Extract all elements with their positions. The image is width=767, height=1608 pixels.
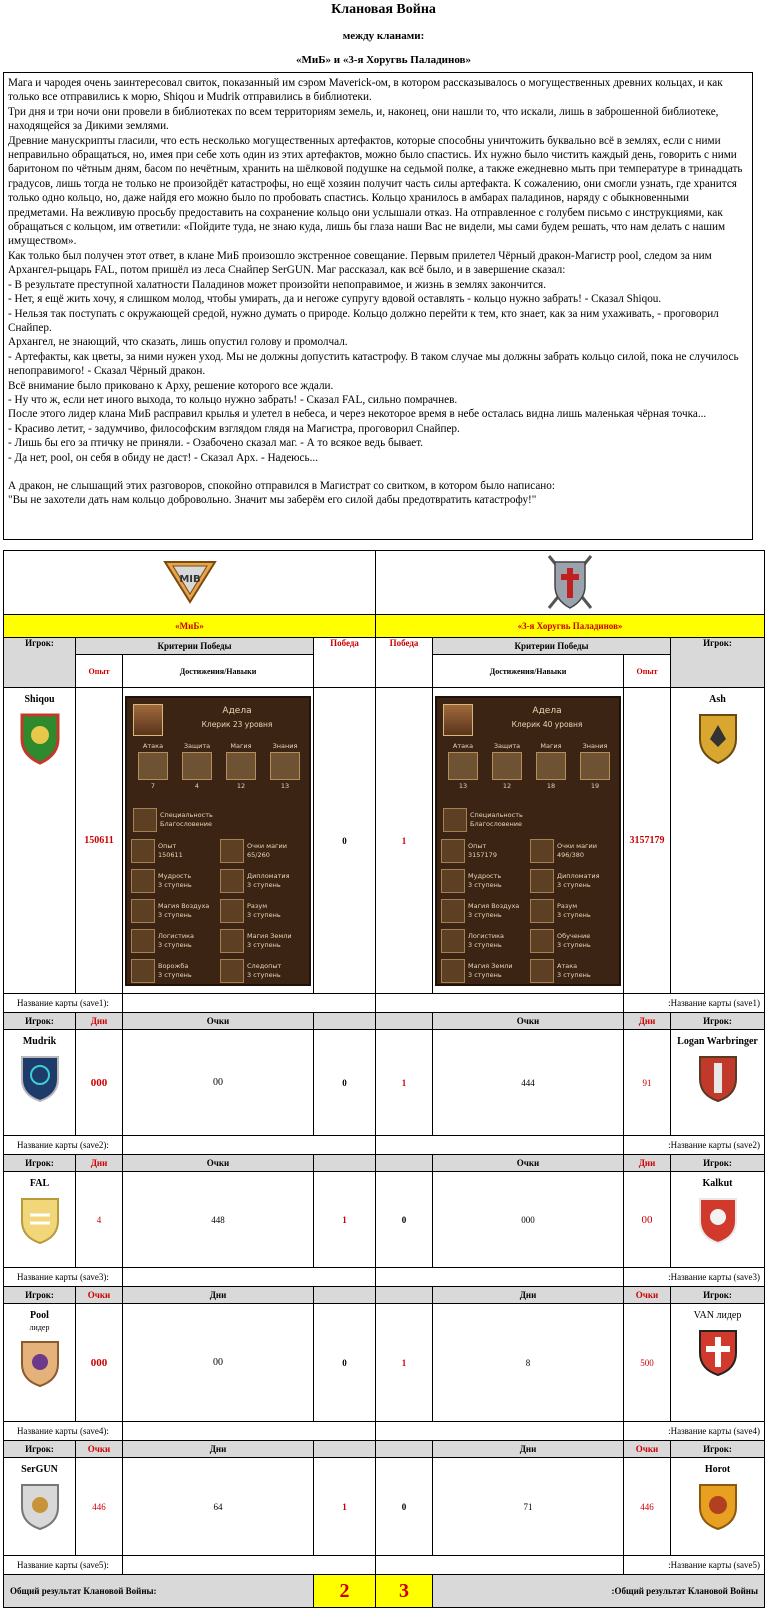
paladins-logo-cell — [376, 551, 765, 615]
total-score-left: 2 — [314, 1575, 376, 1608]
map-name-label: Название карты (save4): — [4, 1422, 123, 1441]
specialty-value: Благословение — [470, 819, 522, 828]
primary-skill-icon — [580, 752, 610, 780]
mana-stat — [220, 838, 309, 864]
victory-value: 1 — [376, 1304, 433, 1422]
stat-value: 65/260 — [247, 850, 270, 859]
page-title: Клановая Война — [331, 2, 436, 17]
secondary-skill — [131, 898, 220, 924]
yellow-shield-icon — [18, 1195, 62, 1245]
primary-skill-value: 12 — [236, 781, 246, 790]
primary-skill-value: 18 — [546, 781, 556, 790]
primary-skill-label: Защита — [183, 741, 211, 750]
hero-name: Адела — [532, 705, 562, 716]
hero-portrait — [133, 704, 163, 736]
victory-value: 0 — [376, 1458, 433, 1556]
secondary-skill — [441, 868, 530, 894]
primary-skill — [177, 742, 217, 790]
specialty-label: Специальность — [160, 810, 213, 819]
player-name: Logan Warbringer — [677, 1036, 758, 1047]
player-cell-pool — [4, 1304, 76, 1422]
skill-name: Магия Земли — [468, 961, 513, 970]
player-header: Игрок: — [4, 1155, 76, 1172]
warrior-crest-icon — [696, 1481, 740, 1531]
specialty-icon — [443, 808, 467, 832]
hero-portrait — [443, 704, 473, 736]
skill-name: Ворожба — [158, 961, 189, 970]
secondary-skill — [220, 868, 309, 894]
hero-class: Клерик 40 уровня — [511, 719, 583, 729]
player-name: Shiqou — [24, 694, 55, 705]
total-label-right: :Общий результат Клановой Войны — [433, 1575, 765, 1608]
skill-level: 3 ступень — [468, 970, 502, 979]
page-subtitle: между кланами: — [342, 30, 425, 42]
skill-icon — [441, 929, 465, 953]
secondary-skill — [220, 928, 309, 954]
story-paragraph: Как только был получен этот ответ, в клане МиБ произошло экстренное совещание. Первым прилетел Чёрный дракон-Магистр pool, следом за ним Архангел-рыцарь FAL, потом пришёл из леса Снайпер SerGUN. Маг рассказал, как всё было, и в завершение сказал: — [8, 249, 712, 277]
primary-skill — [265, 742, 305, 790]
player-cell-kalkut — [671, 1172, 765, 1268]
skill-name: Логистика — [468, 931, 504, 940]
experience-icon — [131, 839, 155, 863]
criteria-header: Критерии Победы — [76, 638, 314, 655]
stat-label: Очки магии — [247, 841, 287, 850]
player-name: VAN лидер — [693, 1310, 742, 1321]
days-value: 00 — [624, 1172, 671, 1268]
criteria-header: Критерии Победы — [433, 638, 671, 655]
victory-value: 0 — [314, 1304, 376, 1422]
days-header: Дни — [624, 1155, 671, 1172]
specialty — [133, 806, 303, 834]
days-value: 000 — [76, 1030, 123, 1136]
skill-level: 3 ступень — [557, 940, 591, 949]
player-header: Игрок: — [671, 1287, 765, 1304]
secondary-skill — [441, 898, 530, 924]
hero-card-cell-left — [123, 688, 314, 994]
primary-skill-label: Знания — [272, 741, 298, 750]
skill-name: Атака — [557, 961, 578, 970]
victory-header-right: Победа — [376, 638, 433, 688]
skill-icon — [220, 929, 244, 953]
story-paragraph: Три дня и три ночи они провели в библиотеках по всем территориям земель, и, наконец, они нашли то, что искали, лишь в заброшенной библиотеке, находящейся за Дикими землями. — [8, 105, 719, 133]
skill-level: 3 ступень — [468, 940, 502, 949]
mana-icon — [530, 839, 554, 863]
points-value: 500 — [624, 1304, 671, 1422]
primary-skill-value: 4 — [194, 781, 200, 790]
primary-skill-label: Магия — [540, 741, 562, 750]
skill-name: Разум — [557, 901, 578, 910]
story-paragraph: - Да нет, pool, он себя в обиду не даст! - Сказал Арх. - Надеюсь... — [8, 451, 318, 464]
player-name: Ash — [709, 694, 726, 705]
player-cell-ash — [671, 688, 765, 994]
primary-skill-value: 12 — [502, 781, 512, 790]
story-paragraph: - Артефакты, как цветы, за ними нужен уход. Мы не должны допустить катастрофу. В таком случае мы должны забрать кольцо силой, пока не случилось непоправимого! - Сказал Чёрный дракон. — [8, 350, 739, 378]
days-header: Дни — [123, 1441, 314, 1458]
points-value: 00 — [123, 1030, 314, 1136]
skill-name: Дипломатия — [247, 871, 290, 880]
skill-name: Магия Земли — [247, 931, 292, 940]
victory-value: 0 — [314, 688, 376, 994]
story-paragraph: - Нет, я ещё жить хочу, я слишком молод, чтобы умирать, да и негоже супругу вдовой оставлять - кольцо нужно забрать! - Сказал Shiqou. — [8, 293, 662, 306]
points-value: 448 — [123, 1172, 314, 1268]
red-rider-shield-icon — [696, 1195, 740, 1245]
primary-skill-label: Атака — [142, 741, 164, 750]
story-paragraph: - Лишь бы его за птичку не приняли. - Озабочено сказал маг. - А то всякое ведь бывает. — [8, 437, 424, 450]
points-header: Очки — [433, 1013, 624, 1030]
days-header: Дни — [76, 1155, 123, 1172]
leader-label: лидер — [29, 1323, 50, 1332]
primary-skill — [487, 742, 527, 790]
points-header: Очки — [624, 1287, 671, 1304]
skill-icon — [530, 869, 554, 893]
points-header: Очки — [123, 1013, 314, 1030]
skill-level: 3 ступень — [468, 880, 502, 889]
player-cell-shiqou — [4, 688, 76, 994]
stat-label: Опыт — [468, 841, 487, 850]
secondary-skill — [131, 928, 220, 954]
primary-skill — [133, 742, 173, 790]
skill-level: 3 ступень — [557, 970, 591, 979]
secondary-skills — [131, 838, 309, 984]
experience-stat — [131, 838, 220, 864]
map-name-label: :Название карты (save4) — [624, 1422, 765, 1441]
map-name-label: :Название карты (save2) — [624, 1136, 765, 1155]
days-header: Дни — [433, 1441, 624, 1458]
skill-level: 3 ступень — [247, 940, 281, 949]
skill-level: 3 ступень — [158, 880, 192, 889]
specialty-icon — [133, 808, 157, 832]
hero-card — [125, 696, 311, 986]
skill-icon — [441, 869, 465, 893]
primary-skill — [221, 742, 261, 790]
skill-level: 3 ступень — [468, 910, 502, 919]
skill-icon — [131, 959, 155, 983]
clan-right-name: «3-я Хоругвь Паладинов» — [376, 615, 765, 638]
victory-value: 1 — [376, 1030, 433, 1136]
days-value: 4 — [76, 1172, 123, 1268]
map-name-label: Название карты (save1): — [4, 994, 123, 1013]
stat-label: Опыт — [158, 841, 177, 850]
days-header: Дни — [433, 1287, 624, 1304]
skill-level: 3 ступень — [557, 910, 591, 919]
skill-icon — [131, 899, 155, 923]
mib-logo-icon — [163, 560, 217, 604]
map-name-label: :Название карты (save5) — [624, 1556, 765, 1575]
player-name: FAL — [29, 1178, 50, 1189]
victory-header-left: Победа — [314, 638, 376, 688]
victory-value: 1 — [376, 688, 433, 994]
primary-skill-label: Знания — [582, 741, 608, 750]
player-cell-logan — [671, 1030, 765, 1136]
primary-skill-icon — [138, 752, 168, 780]
primary-skill — [575, 742, 615, 790]
experience-stat — [441, 838, 530, 864]
player-name: Kalkut — [702, 1178, 733, 1189]
primary-skill-label: Магия — [230, 741, 252, 750]
primary-skill-value: 13 — [280, 781, 290, 790]
primary-skills — [131, 742, 307, 790]
story-paragraph: А дракон, не слышащий этих разговоров, спокойно отправился в Магистрат со свитком, в котором было написано: — [8, 479, 555, 492]
skill-icon — [220, 899, 244, 923]
player-cell-horot — [671, 1458, 765, 1556]
map-name-label: Название карты (save2): — [4, 1136, 123, 1155]
primary-skill-icon — [448, 752, 478, 780]
map-name-label: :Название карты (save3) — [624, 1268, 765, 1287]
story-paragraph: - В результате преступной халатности Паладинов может произойти непоправимое, и жизнь в землях закончится. — [8, 278, 547, 291]
achievements-header: Достижения/Навыки — [433, 655, 624, 688]
hero-name: Адела — [222, 705, 252, 716]
primary-skill-icon — [536, 752, 566, 780]
exp-value: 3157179 — [624, 688, 671, 994]
points-value: 446 — [624, 1458, 671, 1556]
green-dragon-shield-icon — [18, 711, 62, 765]
primary-skill-value: 7 — [150, 781, 156, 790]
skill-level: 3 ступень — [247, 970, 281, 979]
primary-skills — [441, 742, 617, 790]
cross-shield-icon — [696, 1327, 740, 1377]
secondary-skill — [220, 898, 309, 924]
primary-skill-icon — [226, 752, 256, 780]
skill-level: 3 ступень — [247, 880, 281, 889]
knight-shield-icon — [694, 1053, 742, 1103]
days-header: Дни — [76, 1013, 123, 1030]
player-header: Игрок: — [4, 1441, 76, 1458]
skill-level: 3 ступень — [158, 910, 192, 919]
skill-level: 3 ступень — [158, 940, 192, 949]
player-header: Игрок: — [4, 638, 76, 688]
secondary-skill — [530, 928, 619, 954]
story-paragraph: - Красиво летит, - задумчиво, философским взглядом глядя на Магистра, проговорил Снайпер. — [8, 422, 460, 435]
points-header: Очки — [433, 1155, 624, 1172]
story-paragraph: - Нельзя так поступать с окружающей средой, нужно думать о природе. Кольцо должно перейти к тем, кто знает, как за ним ухаживать, - проговорил Снайпер. — [8, 307, 719, 334]
map-name-label: Название карты (save3): — [4, 1268, 123, 1287]
skill-icon — [530, 899, 554, 923]
map-name-label: :Название карты (save1) — [624, 994, 765, 1013]
player-header: Игрок: — [671, 638, 765, 688]
exp-header: Опыт — [76, 655, 123, 688]
specialty — [443, 806, 613, 834]
primary-skill — [443, 742, 483, 790]
secondary-skills — [441, 838, 619, 984]
hero-card — [435, 696, 621, 986]
story-paragraph: - Ну что ж, если нет иного выхода, то кольцо нужно забрать! - Сказал FAL, сильно помрачнев. — [8, 393, 458, 406]
stat-value: 496/380 — [557, 850, 585, 859]
victory-value: 1 — [314, 1172, 376, 1268]
mana-stat — [530, 838, 619, 864]
days-value: 91 — [624, 1030, 671, 1136]
story-text — [3, 72, 753, 540]
player-cell-van — [671, 1304, 765, 1422]
days-value: 00 — [123, 1304, 314, 1422]
specialty-label: Специальность — [470, 810, 523, 819]
skill-name: Обучение — [557, 931, 591, 940]
days-value: 8 — [433, 1304, 624, 1422]
days-header: Дни — [123, 1287, 314, 1304]
player-cell-sergun — [4, 1458, 76, 1556]
map-name-label: Название карты (save5): — [4, 1556, 123, 1575]
skill-name: Магия Воздуха — [158, 901, 210, 910]
skill-icon — [441, 959, 465, 983]
skill-name: Разум — [247, 901, 268, 910]
primary-skill — [531, 742, 571, 790]
skill-icon — [530, 929, 554, 953]
clans-line: «МиБ» и «3-я Хоругвь Паладинов» — [295, 54, 471, 66]
stat-value: 3157179 — [468, 850, 497, 859]
skill-icon — [530, 959, 554, 983]
primary-skill-icon — [492, 752, 522, 780]
points-header: Очки — [76, 1441, 123, 1458]
skill-name: Мудрость — [468, 871, 502, 880]
experience-icon — [441, 839, 465, 863]
blue-shield-icon — [18, 1053, 62, 1103]
mib-logo-cell — [4, 551, 376, 615]
skill-name: Логистика — [158, 931, 194, 940]
secondary-skill — [530, 868, 619, 894]
achievements-header: Достижения/Навыки — [123, 655, 314, 688]
player-header: Игрок: — [4, 1287, 76, 1304]
primary-skill-icon — [182, 752, 212, 780]
skill-name: Дипломатия — [557, 871, 600, 880]
exp-value: 150611 — [76, 688, 123, 994]
dragon-crest-icon — [18, 1338, 62, 1388]
story-blank-line — [8, 465, 748, 479]
hero-card-cell-right — [433, 688, 624, 994]
stat-label: Очки магии — [557, 841, 597, 850]
points-header: Очки — [624, 1441, 671, 1458]
story-paragraph: Древние манускрипты гласили, что есть несколько могущественных артефактов, которые способны уничтожить буквально всё в землях, если с ними неправильно обращаться, но, имея при себе хоть один из этих артефактов, можно было спастись. Их нужно было чистить каждый день, говорить с ними баритоном по чётным дням, басом по нечётным, хранить на шёлковой подушке на седьмой полке, а также ежедневно мыть при температуре в тринадцать градусов, лишь тогда не только не произойдёт катастрофы, но ещё хозяин получит часть силы артефакта. К сожалению, они смогли узнать, где хранится только одно кольцо, но, даже найдя его можно было по пробовать спастись. Кольцо хранилось в амбарах паладинов, наряду с обыкновенными предметами. На вежливую просьбу предоставить на сохранение кольцо они услышали отказ. На отправленное с голубем письмо с инструкциями, как обращаться с кольцом, им ответили: «Пойдите туда, не знаю куда, лишь бы глаза наши Вас не видели, мы сами будем решать, что нам делать с нашим имуществом». — [8, 134, 743, 248]
player-header: Игрок: — [4, 1013, 76, 1030]
story-paragraph: Мага и чародея очень заинтересовал свиток, показанный им сэром Maverick-ом, в котором рассказывалось о могущественных древних кольцах, и как только все отправились к морю, Shiqou и Mudrik отправились в библиотеки. — [8, 77, 723, 104]
player-header: Игрок: — [671, 1441, 765, 1458]
secondary-skill — [530, 958, 619, 984]
points-header: Очки — [123, 1155, 314, 1172]
secondary-skill — [131, 868, 220, 894]
svg-text:MIB: MIB — [178, 573, 201, 585]
days-header: Дни — [624, 1013, 671, 1030]
player-name: Pool — [30, 1310, 49, 1321]
clan-left-name: «МиБ» — [4, 615, 376, 638]
secondary-skill — [441, 958, 530, 984]
war-table — [3, 550, 765, 1608]
specialty-value: Благословение — [160, 819, 212, 828]
points-value: 000 — [76, 1304, 123, 1422]
skill-icon — [131, 929, 155, 953]
secondary-skill — [530, 898, 619, 924]
player-name: SerGUN — [21, 1464, 58, 1475]
victory-value: 0 — [376, 1172, 433, 1268]
secondary-skill — [131, 958, 220, 984]
primary-skill-value: 19 — [590, 781, 600, 790]
points-header: Очки — [76, 1287, 123, 1304]
primary-skill-value: 13 — [458, 781, 468, 790]
skill-name: Мудрость — [158, 871, 192, 880]
player-name: Mudrik — [22, 1036, 57, 1047]
skill-level: 3 ступень — [158, 970, 192, 979]
stat-value: 150611 — [158, 850, 183, 859]
player-header: Игрок: — [671, 1013, 765, 1030]
gold-shield-icon — [696, 711, 740, 765]
hero-class: Клерик 23 уровня — [201, 719, 273, 729]
victory-value: 1 — [314, 1458, 376, 1556]
days-value: 64 — [123, 1458, 314, 1556]
total-label-left: Общий результат Клановой Войны: — [4, 1575, 314, 1608]
total-score-right: 3 — [376, 1575, 433, 1608]
player-name: Horot — [704, 1464, 731, 1475]
skill-level: 3 ступень — [557, 880, 591, 889]
exp-header: Опыт — [624, 655, 671, 688]
skill-icon — [131, 869, 155, 893]
story-paragraph: Архангел, не знающий, что сказать, лишь опустил голову и промолчал. — [8, 336, 348, 349]
story-paragraph: Всё внимание было приковано к Арху, решение которого все ждали. — [8, 379, 334, 392]
skill-level: 3 ступень — [247, 910, 281, 919]
mana-icon — [220, 839, 244, 863]
player-cell-fal — [4, 1172, 76, 1268]
primary-skill-label: Атака — [452, 741, 474, 750]
sniper-crest-icon — [18, 1481, 62, 1531]
skill-name: Магия Воздуха — [468, 901, 520, 910]
paladins-shield-icon — [543, 552, 597, 612]
skill-icon — [441, 899, 465, 923]
story-paragraph: "Вы не захотели дать нам кольцо добровольно. Значит мы заберём его силой дабы предотвратить катастрофу!" — [8, 494, 537, 507]
skill-name: Следопыт — [247, 961, 282, 970]
points-value: 444 — [433, 1030, 624, 1136]
player-header: Игрок: — [671, 1155, 765, 1172]
primary-skill-label: Защита — [493, 741, 521, 750]
story-paragraph: После этого лидер клана МиБ расправил крылья и улетел в небеса, и через некоторое время в небе осталась видна лишь маленькая чёрная точка... — [8, 408, 707, 421]
player-cell-mudrik — [4, 1030, 76, 1136]
victory-value: 0 — [314, 1030, 376, 1136]
points-value: 000 — [433, 1172, 624, 1268]
secondary-skill — [441, 928, 530, 954]
skill-icon — [220, 869, 244, 893]
points-value: 446 — [76, 1458, 123, 1556]
secondary-skill — [220, 958, 309, 984]
skill-icon — [220, 959, 244, 983]
days-value: 71 — [433, 1458, 624, 1556]
primary-skill-icon — [270, 752, 300, 780]
